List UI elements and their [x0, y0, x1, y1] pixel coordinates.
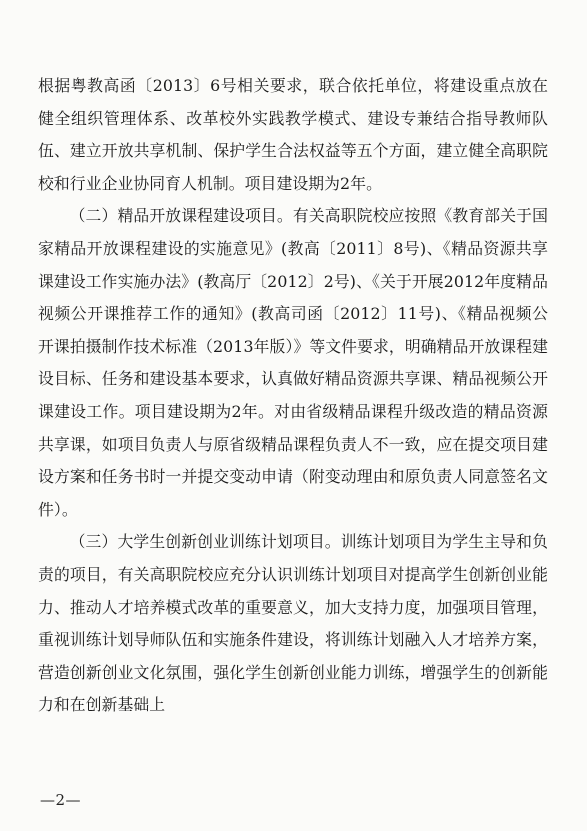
paragraph-section-3: （三）大学生创新创业训练计划项目。训练计划项目为学生主导和负责的项目，有关高职院校应充分认识训练计划项目对提高学生创新创业能力、推动人才培养模式改革的重要意义，加大支持力度，加强项目管理，重视训练计划导师队伍和实施条件建设，将训练计划融入人才培养方案，营造创新创业文化氛围，强化学生创新创业能力训练，增强学生的创新能力和在创新基础上 — [38, 532, 548, 715]
paragraph-continuation: 根据粤教高函〔2013〕6号相关要求，联合依托单位，将建设重点放在健全组织管理体系、改革校外实践教学模式、建设专兼结合指导教师队伍、建立开放共享机制、保护学生合法权益等五个方面，建立健全高职院校和行业企业协同育人机制。项目建设期为2年。 — [38, 76, 548, 193]
paragraph-section-2: （二）精品开放课程建设项目。有关高职院校应按照《教育部关于国家精品开放课程建设的实施意见》(教高〔2011〕8号)、《精品资源共享课建设工作实施办法》(教高厅〔2012〕2号)、《关于开展2012年度精品视频公开课推荐工作的通知》(教高司函〔2012〕11号)、《精品视频公开课拍摄制作技术标准（2013年版）》等文件要求，明确精品开放课程建设目标、任务和建设基本要求，认真做好精品资源共享课、精品视频公开课建设工作。项目建设期为2年。对由省级精品课程升级改造的精品资源共享课，如项目负责人与原省级精品课程负责人不一致，应在提交项目建设方案和任务书时一并提交变动申请（附变动理由和原负责人同意签名文件）。 — [38, 206, 548, 519]
page-number: —2— — [40, 791, 82, 809]
body-text — [38, 70, 548, 722]
